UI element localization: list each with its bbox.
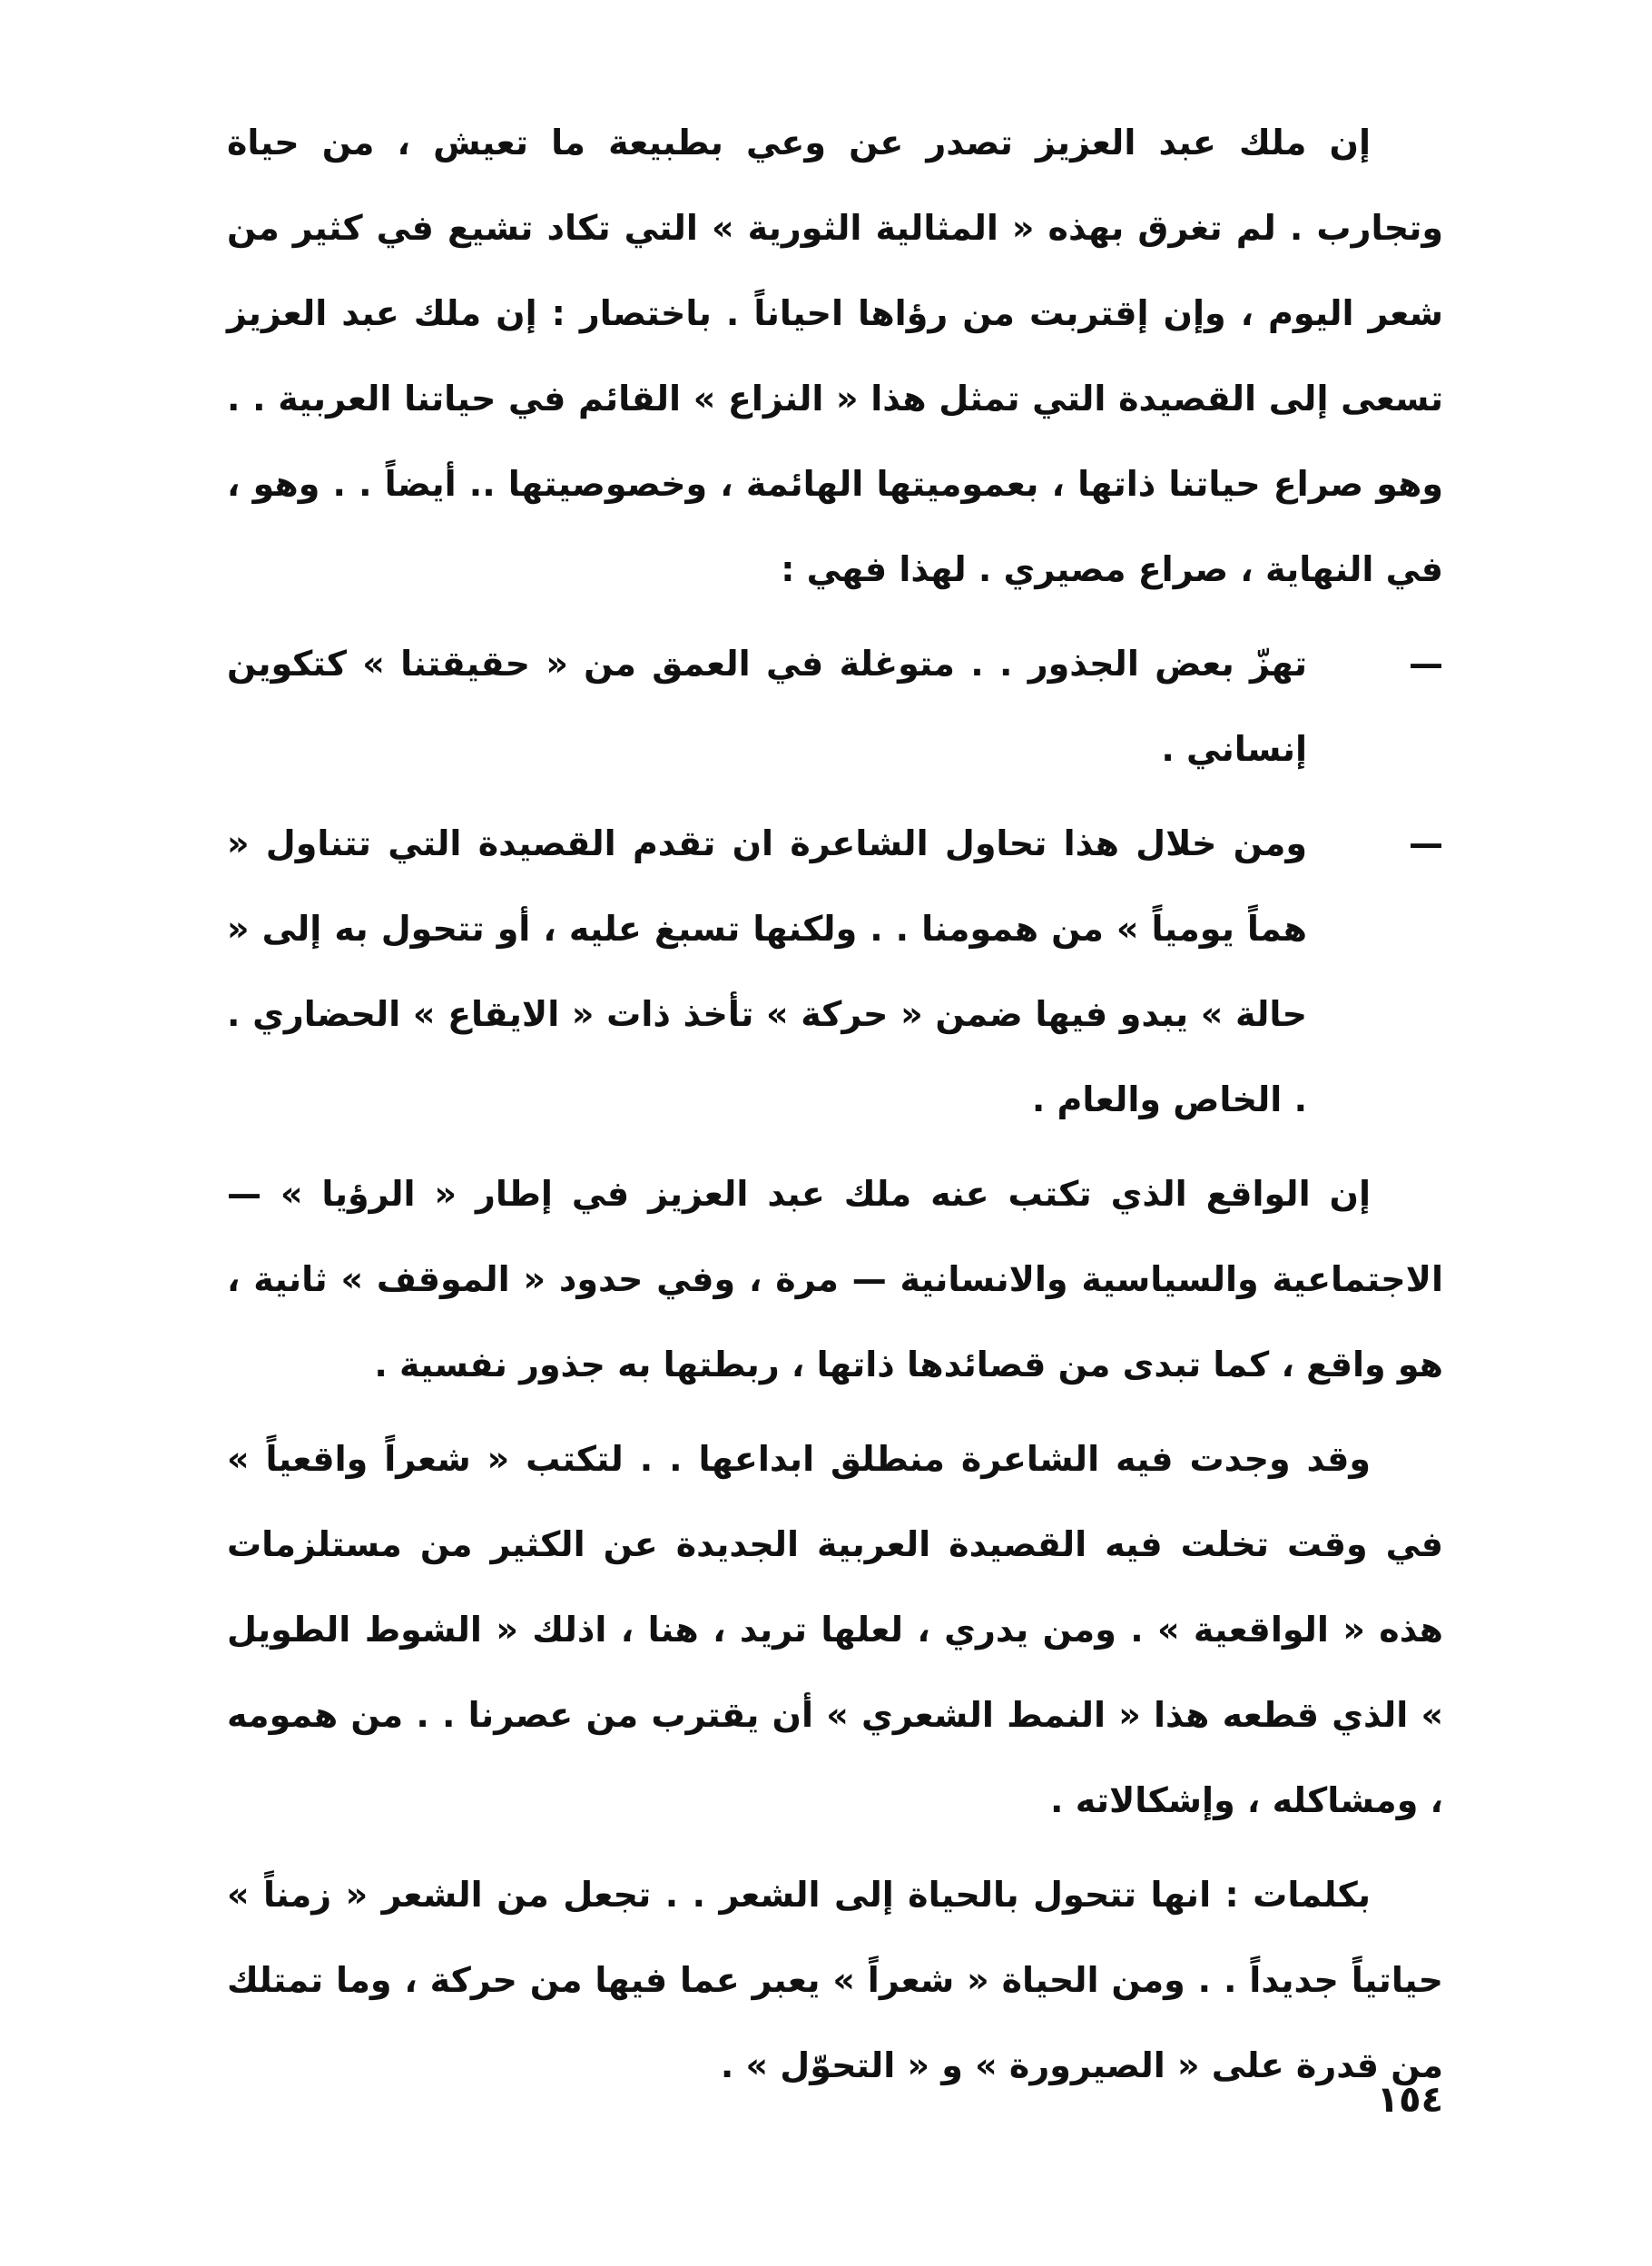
bullet-item-1 — [227, 621, 1443, 792]
paragraph-4: بكلمات : انها تتحول بالحياة إلى الشعر . . تجعل من الشعر « زمناً » حياتياً جديداً . . ومن الحياة « شعراً » يعبر عما فيها من حركة ، وما تمتلك من قدرة على « الصيرورة » و « التحوّل » . — [227, 1875, 1443, 2085]
paragraph-2: إن الواقع الذي تكتب عنه ملك عبد العزيز في إطار « الرؤيا » — الاجتماعية والسياسية والانسانية — مرة ، وفي حدود « الموقف » ثانية ، هو واقع ، كما تبدى من قصائدها ذاتها ، ربطتها به جذور نفسية . — [227, 1174, 1443, 1384]
bullet-text-1: تهزّ بعض الجذور . . متوغلة في العمق من « حقيقتنا » كتكوين إنساني . — [227, 644, 1307, 769]
dash-marker: — — [1409, 823, 1443, 863]
paragraph-1: إن ملك عبد العزيز تصدر عن وعي بطبيعة ما تعيش ، من حياة وتجارب . لم تغرق بهذه « المثالية الثورية » التي تكاد تشيع في كثير من شعر اليوم ، وإن إقتربت من رؤاها احياناً . باختصار : إن ملك عبد العزيز تسعى إلى القصيدة التي تمثل هذا « النزاع » القائم في حياتنا العربية . . وهو صراع حياتنا ذاتها ، بعموميتها الهائمة ، وخصوصيتها .. أيضاً . . وهو ، في النهاية ، صراع مصيري . لهذا فهي : — [227, 123, 1443, 589]
bullet-item-2 — [227, 801, 1443, 1142]
bullet-text-2: ومن خلال هذا تحاول الشاعرة ان تقدم القصيدة التي تتناول « هماً يومياً » من همومنا . . ولكنها تسبغ عليه ، أو تتحول به إلى « حالة » يبدو فيها ضمن « حركة » تأخذ ذات « الايقاع » الحضاري . . الخاص والعام . — [227, 823, 1307, 1119]
paragraph-3: وقد وجدت فيه الشاعرة منطلق ابداعها . . لتكتب « شعراً واقعياً » في وقت تخلت فيه القصيدة العربية الجديدة عن الكثير من مستلزمات هذه « الواقعية » . ومن يدري ، لعلها تريد ، هنا ، اذلك « الشوط الطويل » الذي قطعه هذا « النمط الشعري » أن يقترب من عصرنا . . من همومه ، ومشاكله ، وإشكالاته . — [227, 1439, 1443, 1820]
dash-marker: — — [1409, 644, 1443, 684]
page-number: ١٥٤ — [1376, 2079, 1443, 2121]
text-body — [227, 100, 1443, 2117]
